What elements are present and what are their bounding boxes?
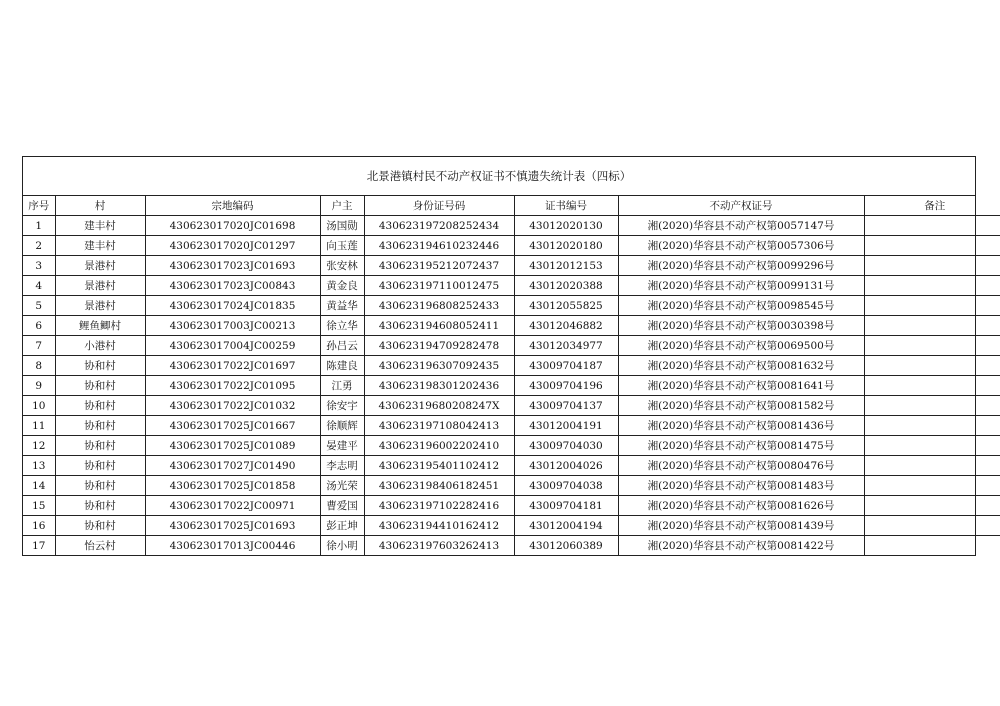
cell-householder: 向玉莲 <box>320 236 364 256</box>
table-row <box>23 396 1000 416</box>
cell-parcel-code: 430623017022JC01697 <box>145 356 320 376</box>
cell-parcel-code: 430623017020JC01698 <box>145 216 320 236</box>
cell-index: 3 <box>23 256 55 276</box>
table-row <box>23 236 1000 256</box>
cell-remarks <box>864 336 1000 356</box>
cell-householder: 徐立华 <box>320 316 364 336</box>
cell-village: 建丰村 <box>55 236 145 256</box>
header-householder: 户主 <box>320 196 364 216</box>
cell-parcel-code: 430623017025JC01858 <box>145 476 320 496</box>
cell-remarks <box>864 276 1000 296</box>
cell-village: 景港村 <box>55 276 145 296</box>
table-row <box>23 216 1000 236</box>
cell-certificate-number: 43012034977 <box>514 336 618 356</box>
table-title: 北景港镇村民不动产权证书不慎遗失统计表（四标） <box>23 157 975 196</box>
header-remarks: 备注 <box>864 196 1000 216</box>
cell-property-right-number: 湘(2020)华容县不动产权第0069500号 <box>618 336 864 356</box>
cell-id-number: 430623197102282416 <box>364 496 514 516</box>
cell-certificate-number: 43012004191 <box>514 416 618 436</box>
cell-householder: 陈建良 <box>320 356 364 376</box>
cell-village: 协和村 <box>55 356 145 376</box>
cell-parcel-code: 430623017023JC01693 <box>145 256 320 276</box>
cell-certificate-number: 43012046882 <box>514 316 618 336</box>
cell-certificate-number: 43009704030 <box>514 436 618 456</box>
cell-householder: 晏建平 <box>320 436 364 456</box>
cell-property-right-number: 湘(2020)华容县不动产权第0081626号 <box>618 496 864 516</box>
cell-property-right-number: 湘(2020)华容县不动产权第0081582号 <box>618 396 864 416</box>
cell-id-number: 430623194610232446 <box>364 236 514 256</box>
cell-householder: 孙吕云 <box>320 336 364 356</box>
cell-id-number: 430623197603262413 <box>364 536 514 556</box>
cell-property-right-number: 湘(2020)华容县不动产权第0081632号 <box>618 356 864 376</box>
table-row <box>23 516 1000 536</box>
cell-parcel-code: 430623017022JC01032 <box>145 396 320 416</box>
cell-remarks <box>864 536 1000 556</box>
cell-index: 2 <box>23 236 55 256</box>
cell-parcel-code: 430623017003JC00213 <box>145 316 320 336</box>
header-parcel-code: 宗地编码 <box>145 196 320 216</box>
cell-householder: 黄益华 <box>320 296 364 316</box>
cell-certificate-number: 43009704181 <box>514 496 618 516</box>
cell-remarks <box>864 296 1000 316</box>
header-index: 序号 <box>23 196 55 216</box>
cell-householder: 张安林 <box>320 256 364 276</box>
cell-village: 协和村 <box>55 376 145 396</box>
table-row <box>23 356 1000 376</box>
cell-certificate-number: 43012020180 <box>514 236 618 256</box>
cell-householder: 徐安宇 <box>320 396 364 416</box>
cell-village: 协和村 <box>55 416 145 436</box>
cell-index: 10 <box>23 396 55 416</box>
cell-id-number: 430623197208252434 <box>364 216 514 236</box>
cell-village: 协和村 <box>55 436 145 456</box>
table-row <box>23 496 1000 516</box>
cell-parcel-code: 430623017024JC01835 <box>145 296 320 316</box>
cell-remarks <box>864 236 1000 256</box>
table-row <box>23 376 1000 396</box>
cell-id-number: 430623194410162412 <box>364 516 514 536</box>
cell-index: 4 <box>23 276 55 296</box>
table-row <box>23 536 1000 556</box>
header-certificate-number: 证书编号 <box>514 196 618 216</box>
cell-parcel-code: 430623017025JC01693 <box>145 516 320 536</box>
cell-property-right-number: 湘(2020)华容县不动产权第0099296号 <box>618 256 864 276</box>
cell-id-number: 430623194709282478 <box>364 336 514 356</box>
cell-householder: 曹爱国 <box>320 496 364 516</box>
cell-householder: 汤国勋 <box>320 216 364 236</box>
cell-remarks <box>864 256 1000 276</box>
certificate-table <box>23 196 1000 555</box>
cell-id-number: 430623197108042413 <box>364 416 514 436</box>
cell-certificate-number: 43009704137 <box>514 396 618 416</box>
cell-householder: 徐小明 <box>320 536 364 556</box>
cell-property-right-number: 湘(2020)华容县不动产权第0080476号 <box>618 456 864 476</box>
cell-property-right-number: 湘(2020)华容县不动产权第0081483号 <box>618 476 864 496</box>
cell-householder: 汤光荣 <box>320 476 364 496</box>
cell-village: 景港村 <box>55 296 145 316</box>
cell-remarks <box>864 496 1000 516</box>
cell-id-number: 430623195401102412 <box>364 456 514 476</box>
cell-village: 鲤鱼鲫村 <box>55 316 145 336</box>
cell-parcel-code: 430623017022JC00971 <box>145 496 320 516</box>
table-row <box>23 316 1000 336</box>
cell-index: 14 <box>23 476 55 496</box>
cell-id-number: 43062319680208247X <box>364 396 514 416</box>
cell-remarks <box>864 456 1000 476</box>
cell-remarks <box>864 516 1000 536</box>
cell-certificate-number: 43012012153 <box>514 256 618 276</box>
cell-index: 1 <box>23 216 55 236</box>
cell-index: 7 <box>23 336 55 356</box>
cell-parcel-code: 430623017027JC01490 <box>145 456 320 476</box>
cell-parcel-code: 430623017004JC00259 <box>145 336 320 356</box>
cell-remarks <box>864 356 1000 376</box>
cell-property-right-number: 湘(2020)华容县不动产权第0081439号 <box>618 516 864 536</box>
cell-certificate-number: 43012055825 <box>514 296 618 316</box>
cell-property-right-number: 湘(2020)华容县不动产权第0081422号 <box>618 536 864 556</box>
cell-householder: 彭正坤 <box>320 516 364 536</box>
cell-parcel-code: 430623017022JC01095 <box>145 376 320 396</box>
cell-index: 6 <box>23 316 55 336</box>
statistics-table-sheet <box>22 156 976 556</box>
cell-remarks <box>864 376 1000 396</box>
cell-property-right-number: 湘(2020)华容县不动产权第0099131号 <box>618 276 864 296</box>
cell-remarks <box>864 416 1000 436</box>
table-row <box>23 336 1000 356</box>
cell-index: 11 <box>23 416 55 436</box>
cell-householder: 江勇 <box>320 376 364 396</box>
cell-village: 协和村 <box>55 496 145 516</box>
cell-village: 景港村 <box>55 256 145 276</box>
cell-index: 8 <box>23 356 55 376</box>
cell-id-number: 430623197110012475 <box>364 276 514 296</box>
cell-index: 17 <box>23 536 55 556</box>
cell-householder: 黄金良 <box>320 276 364 296</box>
cell-parcel-code: 430623017025JC01667 <box>145 416 320 436</box>
cell-village: 小港村 <box>55 336 145 356</box>
cell-remarks <box>864 316 1000 336</box>
cell-village: 协和村 <box>55 516 145 536</box>
cell-remarks <box>864 476 1000 496</box>
cell-parcel-code: 430623017020JC01297 <box>145 236 320 256</box>
cell-id-number: 430623195212072437 <box>364 256 514 276</box>
cell-certificate-number: 43012060389 <box>514 536 618 556</box>
cell-id-number: 430623198406182451 <box>364 476 514 496</box>
cell-property-right-number: 湘(2020)华容县不动产权第0081475号 <box>618 436 864 456</box>
cell-id-number: 430623194608052411 <box>364 316 514 336</box>
cell-village: 怡云村 <box>55 536 145 556</box>
cell-certificate-number: 43009704187 <box>514 356 618 376</box>
cell-certificate-number: 43009704038 <box>514 476 618 496</box>
cell-index: 13 <box>23 456 55 476</box>
cell-parcel-code: 430623017025JC01089 <box>145 436 320 456</box>
table-row <box>23 476 1000 496</box>
cell-property-right-number: 湘(2020)华容县不动产权第0057306号 <box>618 236 864 256</box>
cell-property-right-number: 湘(2020)华容县不动产权第0057147号 <box>618 216 864 236</box>
cell-remarks <box>864 436 1000 456</box>
cell-village: 建丰村 <box>55 216 145 236</box>
header-id-number: 身份证号码 <box>364 196 514 216</box>
cell-property-right-number: 湘(2020)华容县不动产权第0098545号 <box>618 296 864 316</box>
cell-index: 12 <box>23 436 55 456</box>
cell-property-right-number: 湘(2020)华容县不动产权第0030398号 <box>618 316 864 336</box>
header-village: 村 <box>55 196 145 216</box>
table-row <box>23 436 1000 456</box>
cell-certificate-number: 43012020130 <box>514 216 618 236</box>
cell-index: 5 <box>23 296 55 316</box>
cell-id-number: 430623196002202410 <box>364 436 514 456</box>
cell-remarks <box>864 396 1000 416</box>
cell-village: 协和村 <box>55 476 145 496</box>
cell-certificate-number: 43012020388 <box>514 276 618 296</box>
cell-householder: 徐顺辉 <box>320 416 364 436</box>
cell-id-number: 430623196307092435 <box>364 356 514 376</box>
cell-index: 9 <box>23 376 55 396</box>
table-row <box>23 416 1000 436</box>
cell-village: 协和村 <box>55 456 145 476</box>
cell-village: 协和村 <box>55 396 145 416</box>
cell-certificate-number: 43012004194 <box>514 516 618 536</box>
table-row <box>23 256 1000 276</box>
cell-householder: 李志明 <box>320 456 364 476</box>
table-body <box>23 216 1000 556</box>
cell-index: 15 <box>23 496 55 516</box>
cell-property-right-number: 湘(2020)华容县不动产权第0081436号 <box>618 416 864 436</box>
cell-certificate-number: 43012004026 <box>514 456 618 476</box>
table-row <box>23 296 1000 316</box>
cell-index: 16 <box>23 516 55 536</box>
cell-id-number: 430623198301202436 <box>364 376 514 396</box>
cell-certificate-number: 43009704196 <box>514 376 618 396</box>
cell-parcel-code: 430623017013JC00446 <box>145 536 320 556</box>
cell-property-right-number: 湘(2020)华容县不动产权第0081641号 <box>618 376 864 396</box>
table-row <box>23 276 1000 296</box>
cell-remarks <box>864 216 1000 236</box>
cell-id-number: 430623196808252433 <box>364 296 514 316</box>
table-row <box>23 456 1000 476</box>
cell-parcel-code: 430623017023JC00843 <box>145 276 320 296</box>
header-property-right-number: 不动产权证号 <box>618 196 864 216</box>
header-row <box>23 196 1000 216</box>
